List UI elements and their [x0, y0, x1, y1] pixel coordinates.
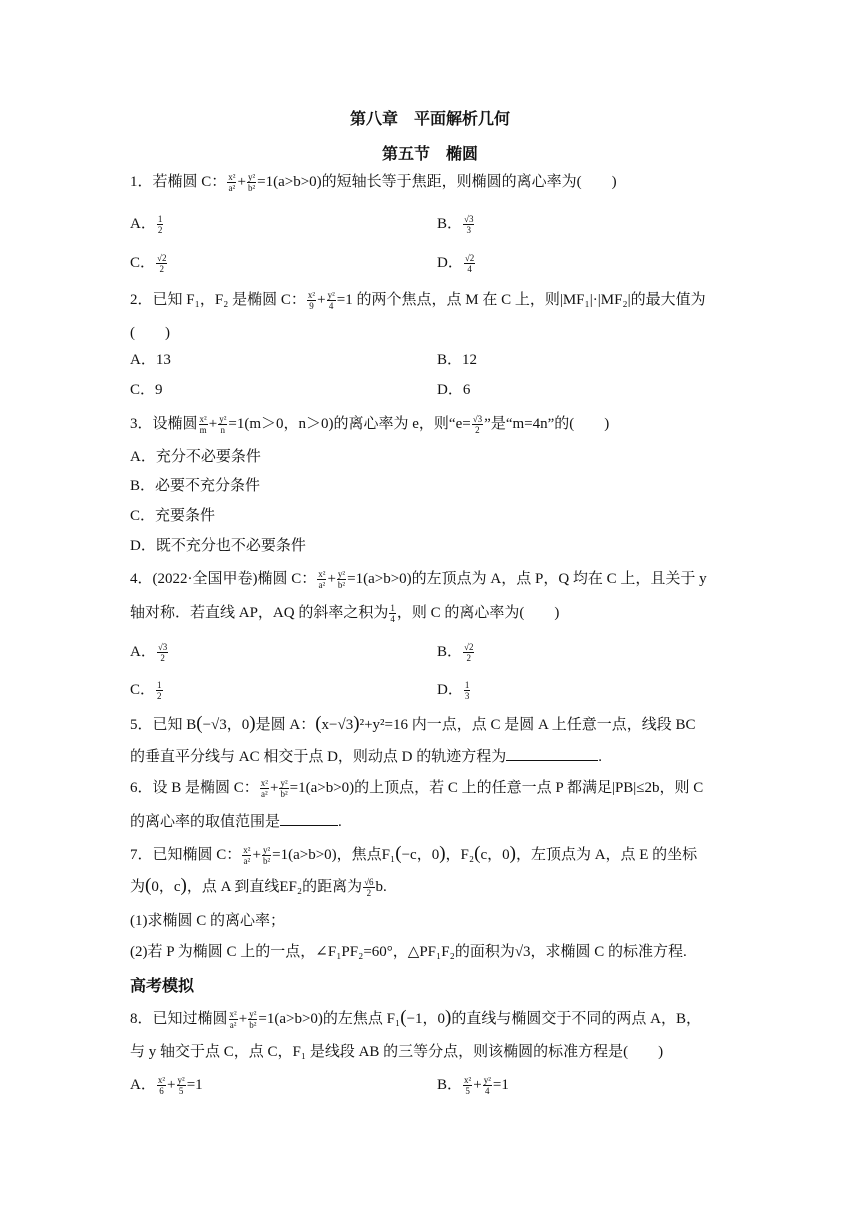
option-B: B．必要不充分条件 — [130, 478, 261, 494]
option-A: A． $\frac{1}{2}$ — [130, 214, 163, 236]
option-A: A．充分不必要条件 — [130, 449, 261, 465]
option-C: C． $\frac{√2}{2}$ — [130, 253, 167, 275]
question-7-part-1: (1)求椭圆 C 的离心率； — [130, 913, 285, 929]
question-1: 1．若椭圆 C： $\frac{\text{x²}}{\text{a²}}$ + $\frac{\text{y²}}{\text{b²}}$ =1(a>b>0)的短轴长等于焦距，则椭圆的离心率为( ) — [130, 172, 617, 194]
option-D: D．6 — [437, 382, 471, 398]
exam-heading: 高考模拟 — [130, 976, 195, 995]
option-D: D．既不充分也不必要条件 — [130, 538, 306, 554]
option-A: A．13 — [130, 352, 171, 368]
fraction: $\frac{\text{x²}}{\text{a²}}$ — [228, 172, 236, 194]
option-C: C．9 — [130, 382, 163, 398]
question-6-line-2: 的离心率的取值范围是 . — [130, 811, 342, 832]
option-D: D． $\frac{√2}{4}$ — [437, 253, 475, 275]
option-D: D． $\frac{1}{3}$ — [437, 680, 470, 702]
question-3: 3．设椭圆 $\frac{\text{x²}}{m}$ + $\frac{\text{y²}}{n}$ =1(m＞0，n＞0)的离心率为 e，则“e= $\frac{√3}{2}$ ”是“m=4n”的( ) — [130, 414, 610, 436]
option-C: C． $\frac{1}{2}$ — [130, 680, 162, 702]
question-8-line-2: 与 y 轴交于点 C，点 C，F₁ 是线段 AB 的三等分点，则该椭圆的标准方程是( ) — [130, 1044, 664, 1060]
answer-blank[interactable] — [280, 811, 338, 826]
option-B: B． $\frac{√2}{2}$ — [437, 642, 474, 664]
question-2-line-2: ( ) — [130, 325, 170, 341]
option-B: B． $\frac{\text{x²}}{5}$ + $\frac{\text{y²}}{4}$ =1 — [437, 1075, 509, 1097]
question-7-line-2: 为(0，c)，点 A 到直线EF₂的距离为 $\frac{√6}{2}$ b. — [130, 875, 387, 899]
question-5-line-2: 的垂直平分线与 AC 相交于点 D，则动点 D 的轨迹方程为 . — [130, 746, 602, 767]
option-B: B． $\frac{√3}{3}$ — [437, 214, 474, 236]
option-C: C．充要条件 — [130, 508, 216, 524]
option-B: B．12 — [437, 352, 478, 368]
option-A: A． $\frac{√3}{2}$ — [130, 642, 168, 664]
question-5: 5．已知 B(−√3，0)是圆 A：(x−√3)²+y²=16 内一点，点 C 是圆 A 上任意一点，线段 BC — [130, 713, 696, 734]
question-7-part-2: (2)若 P 为椭圆 C 上的一点，∠F₁PF₂=60°，△PF₁F₂的面积为√3，求椭圆 C 的标准方程. — [130, 944, 687, 960]
question-4-line-2: 轴对称．若直线 AP，AQ 的斜率之积为 $\frac{1}{4}$ ，则 C 的离心率为( ) — [130, 603, 560, 625]
answer-blank[interactable] — [506, 746, 598, 761]
option-A: A． $\frac{\text{x²}}{6}$ + $\frac{\text{y²}}{5}$ =1 — [130, 1075, 203, 1097]
question-8: 8．已知过椭圆 $\frac{\text{x²}}{\text{a²}}$ + $\frac{\text{y²}}{\text{b²}}$ =1(a>b>0)的左焦点 F₁(−1，0)的直线与椭圆交于不同的两点 A，B， — [130, 1007, 701, 1031]
question-6: 6．设 B 是椭圆 C： $\frac{\text{x²}}{\text{a²}}$ + $\frac{\text{y²}}{\text{b²}}$ =1(a>b>0)的上顶点，若 C 上的任意一点 P 都满足|PB|≤2b，则 C — [130, 778, 704, 800]
fraction: $\frac{\text{y²}}{\text{b²}}$ — [247, 172, 256, 194]
question-7: 7．已知椭圆 C： $\frac{\text{x²}}{\text{a²}}$ + $\frac{\text{y²}}{\text{b²}}$ =1(a>b>0)，焦点F₁(−c，0)，F₂(c，0)，左顶点为 A，点 E 的坐标 — [130, 843, 698, 867]
question-4: 4．(2022·全国甲卷)椭圆 C： $\frac{\text{x²}}{\text{a²}}$ + $\frac{\text{y²}}{\text{b²}}$ =1(a>b>0)的左顶点为 A，点 P，Q 均在 C 上，且关于 y — [130, 569, 707, 591]
question-2: 2．已知 F₁，F₂ 是椭圆 C： $\frac{\text{x²}}{9}$ + $\frac{\text{y²}}{4}$ =1 的两个焦点，点 M 在 C 上，则|MF₁|·|MF₂|的最大值为 — [130, 290, 706, 312]
chapter-title: 第八章 平面解析几何 — [349, 109, 510, 128]
section-title: 第五节 椭圆 — [381, 144, 478, 163]
